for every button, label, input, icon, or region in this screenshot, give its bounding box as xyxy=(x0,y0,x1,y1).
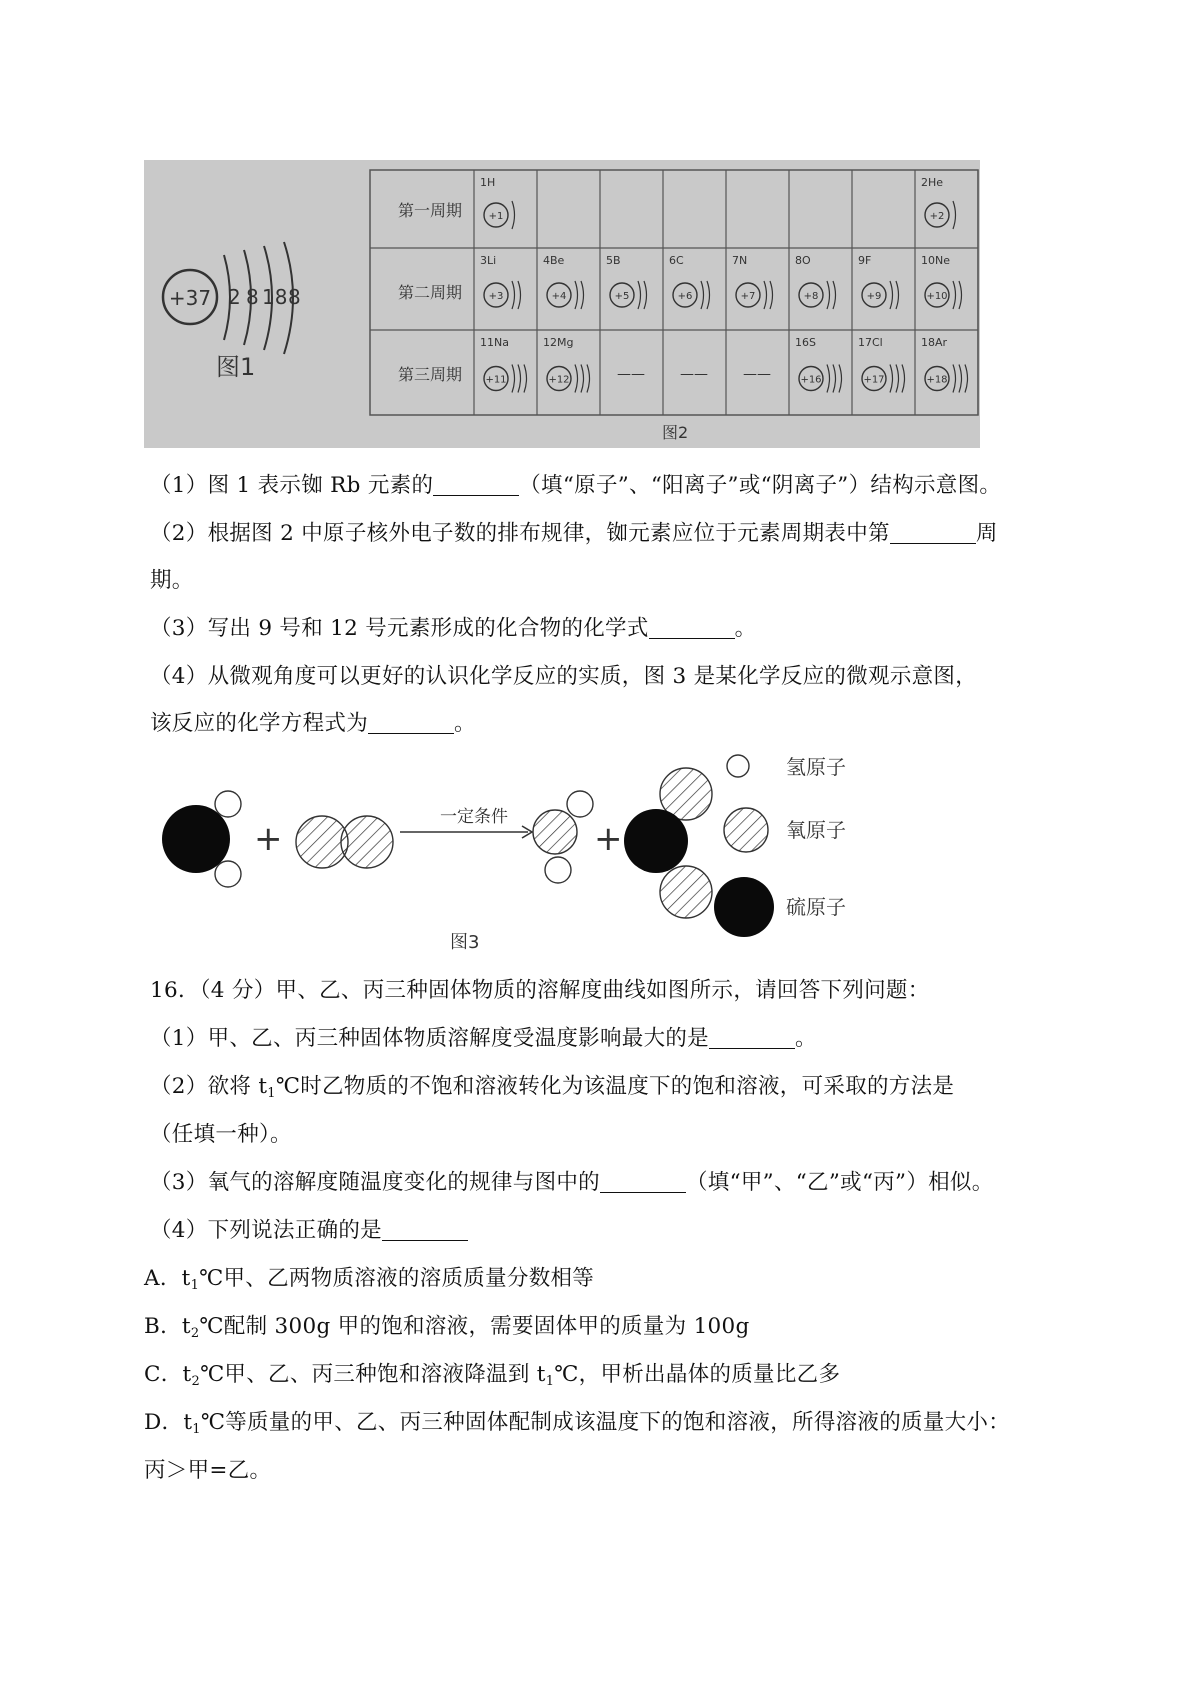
fig3-caption: 图3 xyxy=(450,932,480,953)
shell-arc xyxy=(512,365,515,393)
answer-blank[interactable] xyxy=(382,1218,468,1241)
element-cells xyxy=(480,176,968,393)
element-symbol: 16S xyxy=(795,336,816,349)
q16-p4-text-a: （4）下列说法正确的是 xyxy=(150,1218,382,1243)
row-label-period-2: 第二周期 xyxy=(398,283,463,302)
q16-part-1 xyxy=(150,1024,817,1054)
q16-p3-text-a: （3）氧气的溶解度随温度变化的规律与图中的 xyxy=(150,1170,600,1195)
nucleus-charge: +10 xyxy=(926,291,948,302)
option-c-label: C．t xyxy=(144,1362,192,1387)
element-cell xyxy=(606,254,647,309)
nucleus-charge: +4 xyxy=(551,291,567,302)
element-symbol: 2He xyxy=(921,176,944,189)
empty-cell-dash: —— xyxy=(743,366,771,383)
shell-arc xyxy=(953,365,956,393)
shell-arc xyxy=(890,281,893,309)
figure-3-svg xyxy=(150,752,950,957)
q15-p2-text-a: （2）根据图 2 中原子核外电子数的排布规律，铷元素应位于元素周期表中第 xyxy=(150,521,890,546)
nucleus-charge: +2 xyxy=(929,211,945,222)
element-cell xyxy=(795,336,842,393)
q15-p4-text-a: （4）从微观角度可以更好的认识化学反应的实质，图 3 是某化学反应的微观示意图， xyxy=(150,664,978,689)
element-symbol: 18Ar xyxy=(921,336,948,349)
answer-blank[interactable] xyxy=(600,1170,686,1193)
empty-cell-dash: —— xyxy=(680,366,708,383)
element-symbol: 3Li xyxy=(480,254,497,267)
oxygen-atom xyxy=(296,816,348,868)
q16-p3-text-b: （填“甲”、“乙”或“丙”）相似。 xyxy=(685,1170,994,1195)
nucleus-charge: +18 xyxy=(926,374,948,386)
shell-arc xyxy=(896,365,899,393)
nucleus-charge: +11 xyxy=(485,374,507,386)
fig2-caption: 图2 xyxy=(662,423,689,442)
legend-hydrogen-swatch xyxy=(727,755,749,777)
nucleus-charge: +5 xyxy=(614,291,630,302)
shell-count: 8 xyxy=(246,285,259,309)
element-cell xyxy=(921,254,962,309)
shell-arc xyxy=(512,281,515,309)
shell-arc xyxy=(575,365,578,393)
element-symbol: 8O xyxy=(795,254,811,267)
legend-sulfur-swatch xyxy=(714,877,774,937)
option-c-text-b: ℃，甲析出晶体的质量比乙多 xyxy=(554,1362,841,1387)
shell-arc xyxy=(890,365,893,393)
subscript: 1 xyxy=(267,1086,276,1101)
element-cell xyxy=(543,254,584,309)
h2s-molecule xyxy=(162,791,241,887)
q15-p4-text-b: 该反应的化学方程式为 xyxy=(150,711,369,736)
shell-arc xyxy=(959,365,962,393)
nucleus-charge: +12 xyxy=(548,374,570,386)
option-d-label: D．t xyxy=(144,1410,193,1435)
nucleus-charge: +9 xyxy=(866,291,882,302)
subscript: 2 xyxy=(191,1374,201,1389)
element-symbol: 5B xyxy=(606,254,621,267)
shell-arc xyxy=(575,281,578,309)
oxygen-atom xyxy=(533,810,577,854)
option-d-text-b: 丙＞甲=乙。 xyxy=(144,1458,272,1483)
plus-sign: + xyxy=(254,819,283,859)
shell-arc xyxy=(701,281,704,309)
empty-cell-dash: —— xyxy=(617,366,645,383)
hydrogen-atom xyxy=(215,861,241,887)
option-a-label: A．t xyxy=(144,1266,191,1291)
h2o-molecule xyxy=(533,791,593,883)
sulfur-atom xyxy=(162,805,230,873)
answer-blank[interactable] xyxy=(649,616,735,639)
figure-2-periodic-table xyxy=(370,170,978,442)
shell-arc xyxy=(827,365,830,393)
shell-arc xyxy=(839,365,842,393)
element-symbol: 17Cl xyxy=(858,336,883,349)
element-cell xyxy=(795,254,836,309)
nucleus-charge: +3 xyxy=(488,291,504,302)
q16-p2-text-a: （2）欲将 t xyxy=(150,1074,268,1099)
option-c-text-a: ℃甲、乙、丙三种饱和溶液降温到 t xyxy=(200,1362,546,1387)
legend-oxygen-label: 氧原子 xyxy=(786,818,846,842)
option-d-cont xyxy=(144,1456,271,1486)
q15-p3-text-a: （3）写出 9 号和 12 号元素形成的化合物的化学式 xyxy=(150,616,649,641)
nucleus-charge: +16 xyxy=(800,374,822,386)
shell-arc xyxy=(770,281,773,309)
q16-title-text: 16．（4 分）甲、乙、丙三种固体物质的溶解度曲线如图所示，请回答下列问题： xyxy=(150,978,930,1003)
option-a-text: ℃甲、乙两物质溶液的溶质质量分数相等 xyxy=(199,1266,595,1291)
element-cell xyxy=(480,176,515,229)
element-cell xyxy=(680,367,708,383)
element-cell xyxy=(921,176,956,229)
oxygen-atom xyxy=(660,866,712,918)
shell-arc xyxy=(833,365,836,393)
shell-arc xyxy=(764,281,767,309)
q15-part-4-cont xyxy=(150,709,476,739)
element-cell xyxy=(669,254,710,309)
q15-p4-text-c: 。 xyxy=(454,711,476,736)
nucleus-charge: +17 xyxy=(863,374,885,386)
element-cell xyxy=(617,367,645,383)
plus-sign: + xyxy=(594,819,623,859)
shell-arc xyxy=(959,281,962,309)
row-label-period-3: 第三周期 xyxy=(398,365,463,384)
element-symbol: 12Mg xyxy=(543,336,574,349)
shell-arc xyxy=(644,281,647,309)
sulfur-atom xyxy=(624,809,688,873)
row-label-period-1: 第一周期 xyxy=(398,201,463,220)
option-b-label: B．t xyxy=(144,1314,191,1339)
element-cell xyxy=(543,336,590,393)
shell-count: 2 xyxy=(228,285,241,309)
figure-1-rb-structure xyxy=(163,242,301,381)
legend xyxy=(714,755,846,937)
answer-blank[interactable] xyxy=(368,711,454,734)
subscript: 1 xyxy=(545,1374,555,1389)
option-b-text: ℃配制 300g 甲的饱和溶液，需要固体甲的质量为 100g xyxy=(199,1314,750,1339)
q16-p1-text-b: 。 xyxy=(794,1026,817,1051)
option-a xyxy=(144,1264,594,1301)
answer-blank[interactable] xyxy=(890,521,976,544)
subscript: 1 xyxy=(190,1278,200,1293)
shell-arc xyxy=(581,365,584,393)
nucleus-charge: +1 xyxy=(488,211,504,222)
q16-p2-text-c: （任填一种）。 xyxy=(150,1122,292,1147)
shell-arc xyxy=(512,201,515,229)
reaction-arrow xyxy=(400,807,532,838)
q16-part-2 xyxy=(150,1072,954,1109)
shell-count: 18 xyxy=(262,285,288,309)
option-d xyxy=(144,1408,1010,1445)
element-cell xyxy=(858,336,905,393)
q15-part-3 xyxy=(150,614,756,644)
shell-arc xyxy=(902,365,905,393)
q16-part-2-cont xyxy=(150,1120,292,1150)
o2-molecule xyxy=(296,816,393,868)
element-symbol: 7N xyxy=(732,254,748,267)
shell-arc xyxy=(953,281,956,309)
shell-arc xyxy=(587,365,590,393)
element-cell xyxy=(732,254,773,309)
figure-1-2-svg xyxy=(144,160,980,448)
nucleus-charge: +8 xyxy=(803,291,819,302)
shell-arc xyxy=(827,281,830,309)
shell-arc xyxy=(518,281,521,309)
hydrogen-atom xyxy=(545,857,571,883)
shell-count: 8 xyxy=(288,285,301,309)
option-c xyxy=(144,1360,840,1397)
figure-3-reaction xyxy=(150,752,950,957)
q15-p2-text-b: 周 xyxy=(975,521,998,546)
element-symbol: 10Ne xyxy=(921,254,950,267)
element-symbol: 11Na xyxy=(480,336,509,349)
option-d-text-a: ℃等质量的甲、乙、丙三种固体配制成该温度下的饱和溶液，所得溶液的质量大小： xyxy=(200,1410,1011,1435)
q15-part-4 xyxy=(150,662,977,692)
element-symbol: 4Be xyxy=(543,254,565,267)
q16-title xyxy=(150,976,930,1006)
hydrogen-atom xyxy=(567,791,593,817)
legend-hydrogen-label: 氢原子 xyxy=(786,755,846,779)
fig1-caption: 图1 xyxy=(216,353,256,381)
q15-p2-text-c: 期。 xyxy=(150,568,194,593)
element-symbol: 6C xyxy=(669,254,684,267)
q15-p3-text-b: 。 xyxy=(734,616,757,641)
nucleus-charge: +6 xyxy=(677,291,693,302)
element-symbol: 9F xyxy=(858,254,872,267)
answer-blank[interactable] xyxy=(433,473,519,496)
element-cell xyxy=(480,336,527,393)
subscript: 1 xyxy=(192,1422,201,1437)
q15-p1-text-a: （1）图 1 表示铷 Rb 元素的 xyxy=(150,473,434,498)
q15-part-2 xyxy=(150,519,998,549)
option-b xyxy=(144,1312,750,1349)
legend-sulfur-label: 硫原子 xyxy=(786,895,846,919)
q16-p1-text-a: （1）甲、乙、丙三种固体物质溶解度受温度影响最大的是 xyxy=(150,1026,709,1051)
element-cell xyxy=(858,254,899,309)
shell-arc xyxy=(524,365,527,393)
hydrogen-atom xyxy=(215,791,241,817)
shell-arc xyxy=(518,365,521,393)
shell-arc xyxy=(896,281,899,309)
element-symbol: 1H xyxy=(480,176,496,189)
shell-arc xyxy=(638,281,641,309)
subscript: 2 xyxy=(190,1326,200,1341)
answer-blank[interactable] xyxy=(709,1026,795,1049)
fig1-nucleus: +37 xyxy=(168,286,212,310)
q16-part-3 xyxy=(150,1168,994,1198)
legend-oxygen-swatch xyxy=(724,808,768,852)
element-cell xyxy=(921,336,968,393)
shell-arc xyxy=(953,201,956,229)
so2-molecule xyxy=(624,768,712,918)
q15-part-2-cont xyxy=(150,566,194,596)
figure-1-and-2 xyxy=(144,160,980,448)
nucleus-charge: +7 xyxy=(740,291,756,302)
shell-arc xyxy=(833,281,836,309)
shell-arc xyxy=(707,281,710,309)
reaction-condition: 一定条件 xyxy=(440,807,508,827)
q16-p2-text-b: ℃时乙物质的不饱和溶液转化为该温度下的饱和溶液，可采取的方法是 xyxy=(275,1074,955,1099)
q15-p1-text-b: （填“原子”、“阳离子”或“阴离子”）结构示意图。 xyxy=(519,473,1002,498)
element-cell xyxy=(480,254,521,309)
q15-part-1 xyxy=(150,471,1001,501)
shell-arc xyxy=(581,281,584,309)
q16-part-4 xyxy=(150,1216,468,1246)
oxygen-atom xyxy=(341,816,393,868)
element-cell xyxy=(743,367,771,383)
shell-arc xyxy=(965,365,968,393)
